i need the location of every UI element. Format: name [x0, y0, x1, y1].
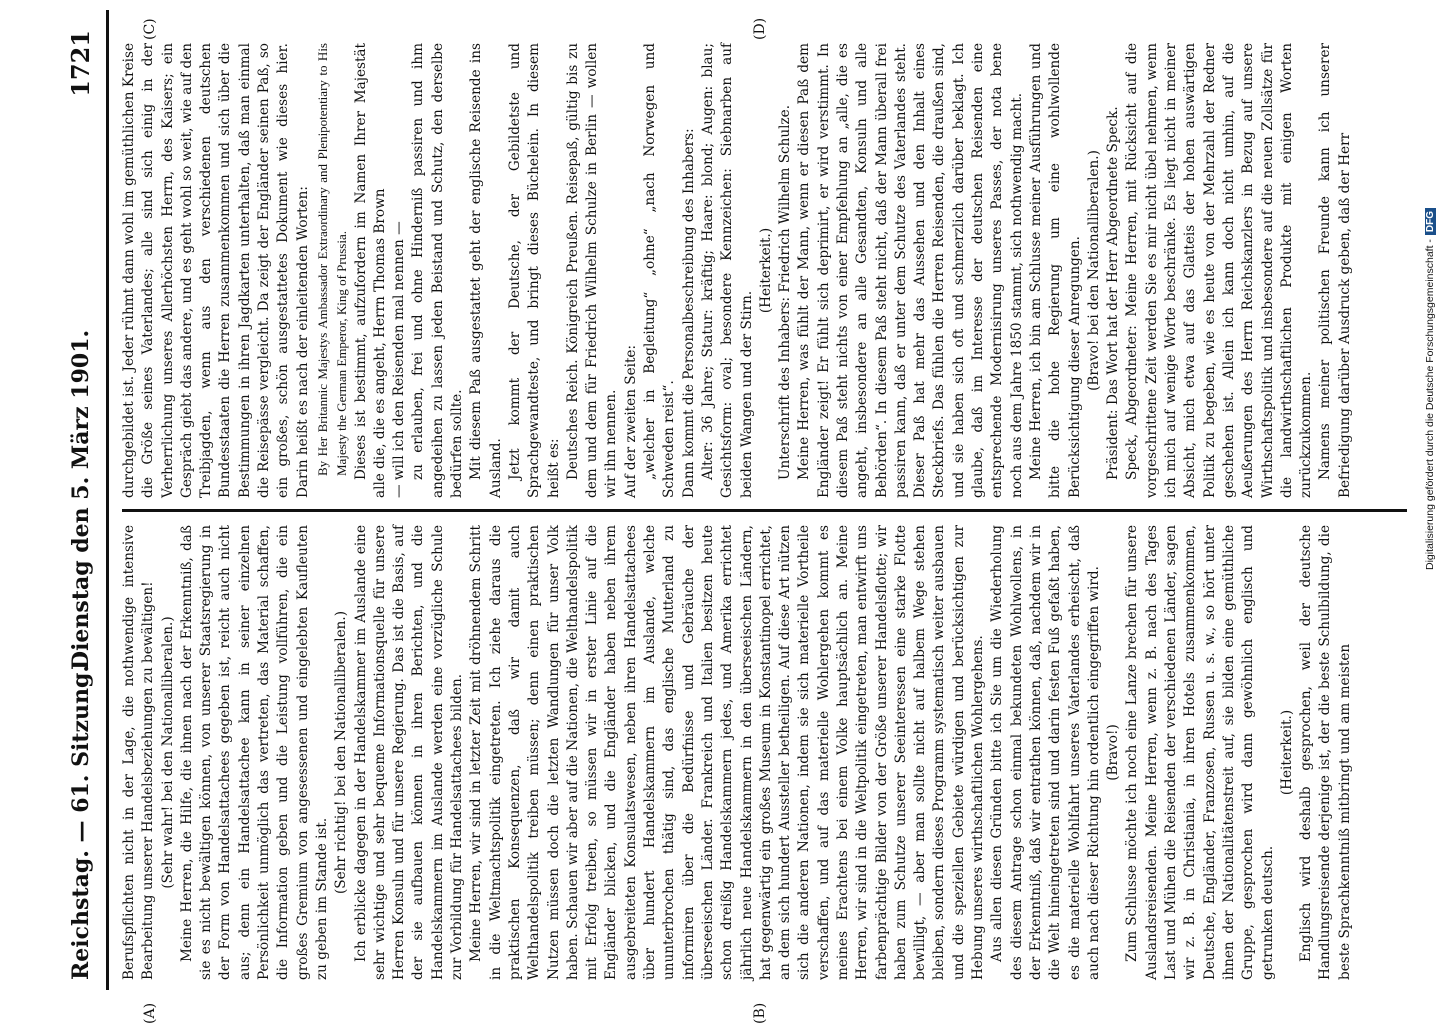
paragraph: (Heiterkeit.) — [1278, 709, 1295, 796]
paragraph: Deutsches Reich. Königreich Preußen. Reisepaß, gültig bis zu dem und dem für Friedrich Wilhelm Schulze in Berlin — wollen wir ihn nennen. — [564, 43, 620, 498]
paragraph: (Heiterkeit.) — [757, 227, 774, 314]
paragraph: Berufspflichten nicht in der Lage, die nothwendige intensive Bearbeitung unserer Handelsbeziehungen zu bewältigen! — [121, 525, 157, 980]
paragraph: Aus allen diesen Gründen bitte ich Sie um die Wiederholung des diesem Antrage schon einmal bekundeten Wohlwollens, in der Erkenntniß, daß wir entrathen können, daß, nachdem wir in die Welt hineingetreten sind und darin festen Fuß gefaßt haben, es die materielle Wohlfahrt unseres Vaterlandes erheischt, daß auch nach dieser Richtung hin ordentlich eingegriffen wird. — [989, 525, 1102, 980]
paragraph: Englisch wird deshalb gesprochen, weil der deutsche Handlungsreisende derjenige ist, der die beste Schulbildung, die beste Sprachkenntniß mitbringt und am meisten — [1298, 525, 1353, 980]
header-date: Dienstag den 5. März 1901. — [68, 329, 94, 670]
margin-marker-b: (B) — [752, 1002, 768, 1024]
rotated-page-content — [62, 10, 1412, 1024]
paragraph: (Bravo! bei den Nationalliberalen.) — [1085, 150, 1102, 391]
paragraph: — will ich den Reisenden mal nennen — — [391, 221, 408, 498]
digitization-note — [1410, 10, 1436, 570]
page-header — [62, 10, 102, 990]
paragraph: Ich erblicke dagegen in der Handelskammer im Auslande eine sehr wichtige und sehr bequeme Informationsquelle für unsere Herren Konsuln und für unsere Regierung. Das ist die Basis, auf der sie aufbauen können in ihren Berichten, und die Handelskammern im Auslande werden eine vorzügliche Schule zur Vorbildung für Handelsattachees bilden. — [352, 525, 466, 980]
paragraph: „welcher in Begleitung“ „ohne“ „nach Norwegen und Schweden reist“. — [642, 43, 678, 498]
paragraph: (Bravo!) — [1105, 724, 1122, 781]
paragraph: Unterschrift des Inhabers: Friedrich Wilhelm Schulze. — [777, 104, 794, 480]
paragraph: Mit diesem Paß ausgestattet geht der englische Reisende ins Ausland. — [468, 43, 504, 498]
paragraph: Namens meiner politischen Freunde kann ich unserer Befriedigung darüber Ausdruck geben, daß der Herr — [1317, 43, 1353, 498]
header-left: Reichstag. — 61. Sitzung. — [68, 664, 94, 980]
header-rule — [106, 10, 109, 990]
paragraph: By Her Britannic Majestys Ambassador Extraordinary and Plenipotentiary to His Majesty the German Emperor, King of Prussia. — [314, 43, 350, 476]
paragraph: Alter: 36 Jahre; Statur: kräftig; Haare: blond; Augen: blau; Gesichtsform: oval; besondere Kennzeichen: Siebnarben auf beiden Wangen und der Stirn. — [699, 43, 755, 498]
margin-marker-c: (C) — [142, 18, 158, 40]
digitization-text: Digitalisierung gefördert durch die Deutsche Forschungsgemeinschaft - — [1424, 239, 1436, 570]
paragraph: Meine Herren, ich bin am Schlusse meiner Ausführungen und bitte die hohe Regierung um eine wohlwollende Berücksichtigung dieser Anregungen. — [1027, 43, 1083, 498]
left-column — [120, 525, 1355, 980]
paragraph: Jetzt kommt der Deutsche, der Gebildetste und Sprachgewandteste, und bringt dieses Büchelein. In diesem heißt es: — [506, 43, 562, 498]
paragraph: Speck, Abgeordneter: Meine Herren, mit Rücksicht auf die vorgeschrittene Zeit werden Sie es mir nicht übel nehmen, wenn ich mich auf wenige Worte beschränke. Es liegt nicht in meiner Absicht, mich etwa auf das Glatteis der hohen auswärtigen Politik zu begeben, wie es heute von der Mehrzahl der Redner geschehen ist. Allein ich kann doch nicht umhin, auf die Aeußerungen des Herrn Reichskanzlers in Bezug auf unsere Wirthschaftspolitik und insbesondere auf die neuen Zollsätze für die landwirthschaftlichen Produkte mit einigen Worten zurückzukommen. — [1124, 43, 1315, 498]
dfg-logo: DFG — [1425, 208, 1436, 235]
paragraph: (Sehr wahr! bei den Nationalliberalen.) — [159, 616, 176, 889]
paragraph: durchgebildet ist. Jeder rühmt dann wohl im gemüthlichen Kreise die Größe seines Vaterlandes; alle sind sich einig in der Verherrlichung unseres Allerhöchsten Herrn, des Kaisers; ein Gespräch giebt das andere, und es geht wohl so weit, wie auf den Treibjagden, wenn aus den verschiedenen deutschen Bundesstaaten die Herren zusammenkommen und sich über die Bestimmungen in ihren Jagdkarten unterhalten, daß man einmal die Reisepässe vergleicht. Da zeigt der Engländer seinen Paß, so ein großes, schön ausgestattetes Dokument wie dieses hier. Darin heißt es nach der einleitenden Worten: — [121, 43, 311, 498]
paragraph: Meine Herren, die Hilfe, die ihnen nach der Erkenntniß, daß sie es nicht bewältigen können, von unserer Staatsregierung in der Form von Handelsattachees gegeben ist, reicht auch nicht aus; denn ein Handelsattachee kann in seiner einzelnen Persönlichkeit unmöglich das vertreten, das Material schaffen, die Information geben und die Leistung vollführen, die ein großes Gremium von angesessenen und eingelebten Kaufleuten zu geben im Stande ist. — [178, 525, 330, 980]
paragraph: (Sehr richtig! bei den Nationalliberalen.) — [333, 611, 350, 894]
paragraph: Auf der zweiten Seite: — [622, 344, 639, 498]
margin-marker-a: (A) — [142, 1002, 158, 1024]
paragraph: Dieses ist bestimmt, aufzufordern im Namen Ihrer Majestät alle die, die es angeht, Herrn Thomas Brown — [352, 43, 388, 498]
paragraph: Zum Schlusse möchte ich noch eine Lanze brechen für unsere Auslandsreisenden. Meine Herren, wenn z. B. nach des Tages Last und Mühen die Reisenden der verschiedenen Länder, sagen wir z. B. in Christiania, in ihren Hotels zusammenkommen, Deutsche, Engländer, Franzosen, Russen u. s. w., so hört unter ihnen der Nationalitätenstreit auf, sie bilden eine gemüthliche Gruppe, gesprochen wird dann gewöhnlich englisch und getrunken deutsch. — [1124, 525, 1276, 980]
page-number: 1721 — [66, 30, 95, 97]
paragraph: Präsident: Das Wort hat der Herr Abgeordnete Speck. — [1105, 106, 1122, 480]
paragraph: Meine Herren, was fühlt der Mann, wenn er diesen Paß dem Engländer zeigt! Er fühlt sich deprimirt, er wird verstimmt. In diesem Paß steht nichts von einer Empfehlung an „alle, die es angeht, insbesondere an alle Gesandten, Konsuln und alle Behörden“. In diesem Paß steht nicht, daß der Mann überall frei passiren kann, daß er unter dem Schutze des Vaterlandes steht. Dieser Paß hat mehr das Aussehen und den Inhalt eines Steckbriefs. Das fühlen die Herren Reisenden, die draußen sind, und sie haben sich oft und schmerzlich darüber beklagt. Ich glaube, daß im Interesse der deutschen Reisenden eine entsprechende Modernisirung unseres Passes, der nota bene noch aus dem Jahre 1850 stammt, sich nothwendig macht. — [796, 43, 1025, 498]
margin-marker-d: (D) — [752, 17, 768, 40]
paragraph: Dann kommt die Personalbeschreibung des Inhabers: — [680, 128, 697, 498]
paragraph: Meine Herren, wir sind in letzter Zeit mit dröhnendem Schritt in die Weltmachtspolitik eingetreten. Ich ziehe daraus die praktischen Konsequenzen, daß wir damit auch Welthandelspolitik treiben müssen; denn einen praktischen Nutzen müssen doch die letzten Wandlungen für unser Volk haben. Schauen wir aber auf die Nationen, die Welthandelspolitik mit Erfolg treiben, so müssen wir in erster Linie auf die Engländer blicken, und die Engländer haben neben ihrem ausgebreiteten Konsulatswesen, neben ihren Handelsattachees über hundert Handelskammern im Auslande, welche ununterbrochen thätig sind, das englische Mutterland zu informiren über die Bedürfnisse und Gebräuche der überseeischen Länder. Frankreich und Italien besitzen heute schon dreißig Handelskammern jedes, und Amerika errichtet jährlich neue Handelskammern in den überseeischen Ländern, hat gegenwärtig ein großes Museum in Konstantinopel errichtet, an dem sich hundert Aussteller betheiligen. Auf diese Art nützen sich die anderen Nationen, indem sie sich materielle Vortheile verschaffen, und auf das materielle Wohlergehen kommt es meines Erachtens bei einem Volke hauptsächlich an. Meine Herren, wir sind in die Weltpolitik eingetreten, man entwirft uns farbenprächtige Bilder von der Größe unserer Handelsflotte; wir haben zum Schutze unserer Seeinteressen eine starke Flotte bewilligt, — aber man sollte nicht auf halbem Wege stehen bleiben, sondern dieses Programm systematisch weiter ausbauen und die speziellen Gebiete würdigen und berücksichtigen zur Hebung unseres wirthschaftlichen Wohlergehens. — [468, 525, 987, 980]
column-divider — [122, 509, 1407, 512]
paragraph: zu erlauben, frei und ohne Hinderniß passiren und ihm angedeihen zu lassen jeden Beistand und Schutz, den derselbe bedürfen sollte. — [410, 43, 466, 498]
right-column — [120, 43, 1355, 498]
